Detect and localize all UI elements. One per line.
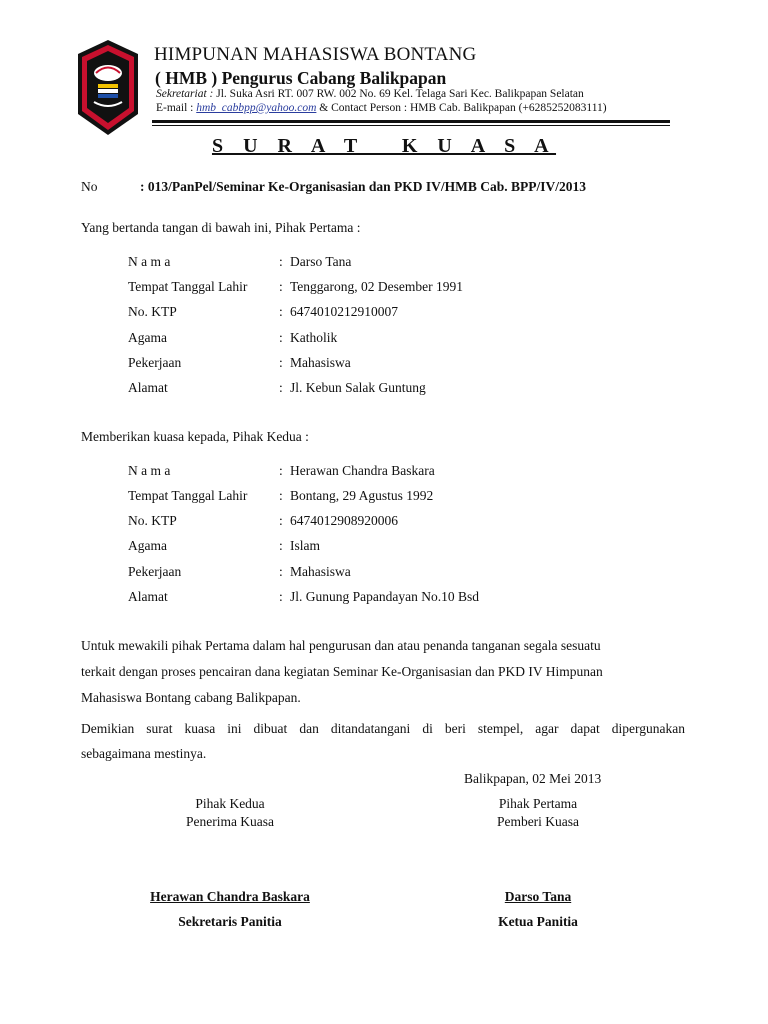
- first-party-colon: :: [279, 355, 283, 370]
- purpose-line: terkait dengan proses pencairan dana kegiatan Seminar Ke-Organisasian dan PKD IV Himpunan: [81, 664, 603, 679]
- first-party-value: Katholik: [290, 330, 338, 345]
- email-link[interactable]: hmb_cabbpp@yahoo.com: [196, 102, 317, 114]
- hmb-logo-icon: [78, 40, 138, 135]
- first-party-value: Tenggarong, 02 Desember 1991: [290, 279, 464, 294]
- first-party-label: N a m a: [128, 254, 171, 269]
- contact-person: & Contact Person : HMB Cab. Balikpapan (+6285252083111): [316, 102, 607, 114]
- left-signatory-position: Sekretaris Panitia: [178, 914, 282, 929]
- right-signatory-position: Ketua Panitia: [498, 914, 578, 929]
- second-party-value: Bontang, 29 Agustus 1992: [290, 488, 434, 503]
- place-date: Balikpapan, 02 Mei 2013: [464, 771, 602, 786]
- second-party-colon: :: [279, 589, 283, 604]
- first-party-label: Alamat: [128, 380, 168, 395]
- secretariat-line: [156, 88, 584, 100]
- secretariat-address: Jl. Suka Asri RT. 007 RW. 002 No. 69 Kel. Telaga Sari Kec. Balikpapan Selatan: [213, 88, 584, 100]
- first-party-value: Mahasiswa: [290, 355, 351, 370]
- first-party-value: Darso Tana: [290, 254, 352, 269]
- second-party-label: Pekerjaan: [128, 564, 182, 579]
- intro-first-party: Yang bertanda tangan di bawah ini, Pihak Pertama :: [81, 220, 361, 235]
- header-rule-thin: [152, 125, 670, 126]
- email-label: E-mail :: [156, 102, 197, 114]
- first-party-value: Jl. Kebun Salak Guntung: [290, 380, 426, 395]
- first-party-value: 6474010212910007: [290, 304, 398, 319]
- secretariat-label: Sekretariat :: [156, 88, 214, 100]
- left-party-role: Penerima Kuasa: [185, 814, 275, 829]
- second-party-value: Mahasiswa: [290, 564, 351, 579]
- second-party-value: Herawan Chandra Baskara: [290, 463, 435, 478]
- second-party-colon: :: [279, 564, 283, 579]
- first-party-colon: :: [279, 330, 283, 345]
- right-party-title: Pihak Pertama: [498, 796, 578, 811]
- header-rule-thick: [152, 120, 670, 123]
- second-party-label: Alamat: [128, 589, 168, 604]
- number-label: No: [81, 179, 98, 194]
- second-party-label: Tempat Tanggal Lahir: [128, 488, 248, 503]
- right-signatory-name: Darso Tana: [504, 889, 572, 904]
- closing-line: Demikian surat kuasa ini dibuat dan ditandatangani di beri stempel, agar dapat dipergunakan: [81, 721, 685, 736]
- first-party-label: Tempat Tanggal Lahir: [128, 279, 248, 294]
- second-party-label: Agama: [128, 538, 167, 553]
- second-party-value: 6474012908920006: [290, 513, 398, 528]
- purpose-line: Mahasiswa Bontang cabang Balikpapan.: [81, 690, 301, 705]
- org-name: HIMPUNAN MAHASISWA BONTANG: [154, 44, 477, 65]
- first-party-label: No. KTP: [128, 304, 177, 319]
- document-title: S U R A T K U A S A: [211, 135, 557, 157]
- first-party-colon: :: [279, 254, 283, 269]
- number-value: : 013/PanPel/Seminar Ke-Organisasian dan PKD IV/HMB Cab. BPP/IV/2013: [140, 179, 587, 194]
- left-party-title: Pihak Kedua: [195, 796, 265, 811]
- second-party-value: Jl. Gunung Papandayan No.10 Bsd: [290, 589, 479, 604]
- second-party-colon: :: [279, 488, 283, 503]
- second-party-colon: :: [279, 463, 283, 478]
- contact-line: [156, 102, 607, 114]
- purpose-line: Untuk mewakili pihak Pertama dalam hal pengurusan dan atau penanda tanganan segala sesuatu: [81, 638, 601, 653]
- first-party-colon: :: [279, 380, 283, 395]
- second-party-label: N a m a: [128, 463, 171, 478]
- closing-line: sebagaimana mestinya.: [81, 746, 207, 761]
- first-party-colon: :: [279, 304, 283, 319]
- left-signatory-name: Herawan Chandra Baskara: [150, 889, 310, 904]
- second-party-value: Islam: [290, 538, 320, 553]
- first-party-label: Pekerjaan: [128, 355, 182, 370]
- second-party-colon: :: [279, 538, 283, 553]
- second-party-label: No. KTP: [128, 513, 177, 528]
- first-party-colon: :: [279, 279, 283, 294]
- right-party-role: Pemberi Kuasa: [496, 814, 580, 829]
- intro-second-party: Memberikan kuasa kepada, Pihak Kedua :: [81, 429, 309, 444]
- first-party-label: Agama: [128, 330, 167, 345]
- branch-name: ( HMB ) Pengurus Cabang Balikpapan: [155, 68, 447, 88]
- second-party-colon: :: [279, 513, 283, 528]
